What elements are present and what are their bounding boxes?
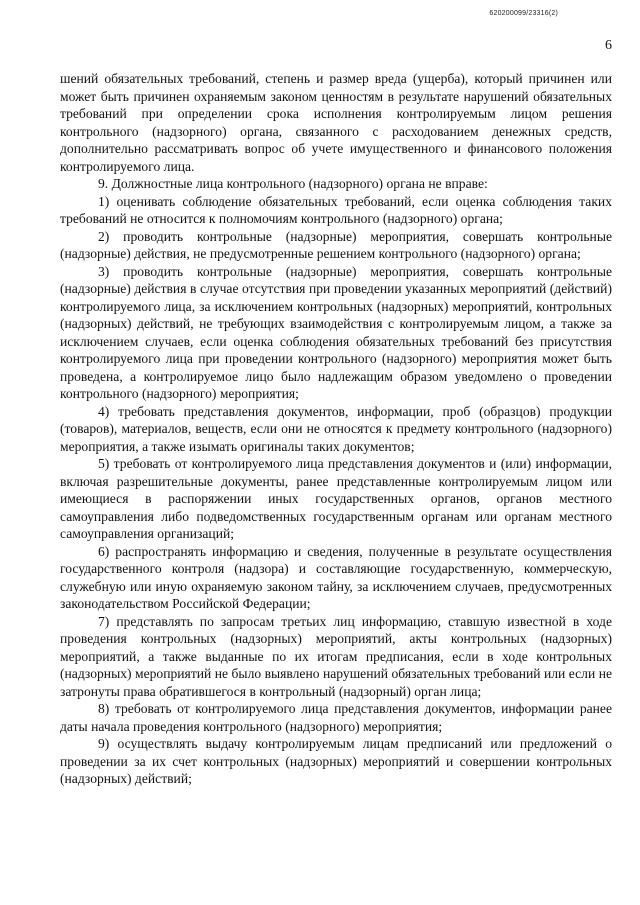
- list-item-3: 3) проводить контрольные (надзорные) мероприятия, совершать контрольные (надзорные) действия в случае отсутствия при проведении указанных мероприятий (действий) контролируемого лица, за исключением контрольных (надзорных) мероприятий, контрольных (надзорных) действий, не требующих взаимодействия с контролируемым лицом, а также за исключением случаев, если оценка соблюдения обязательных требований без присутствия контролируемого лица при проведении контрольного (надзорного) мероприятия может быть проведена, а контролируемое лицо было надлежащим образом уведомлено о проведении контрольного (надзорного) мероприятия;: [60, 263, 612, 401]
- list-item-7: 7) представлять по запросам третьих лиц информацию, ставшую известной в ходе проведения контрольных (надзорных) мероприятий, акты контрольных (надзорных) мероприятий, а также выданные по их итогам предписания, если в ходе контрольных (надзорных) мероприятий не было выявлено нарушений обязательных требований или если не затронуты права обратившегося в контрольный (надзорный) орган лица;: [60, 613, 612, 699]
- page-number: 6: [605, 38, 612, 53]
- paragraph-continuation: шений обязательных требований, степень и размер вреда (ущерба), который причинен или может быть причинен охраняемым законом ценностям в результате нарушений обязательных требований при определении срока исполнения контролируемым лицом решения контрольного (надзорного) органа, связанного с расходованием денежных средств, дополнительно рассматривать вопрос об учете имущественного и финансового положения контролируемого лица.: [60, 71, 612, 174]
- list-item-1: 1) оценивать соблюдение обязательных требований, если оценка соблюдения таких требований не относится к полномочиям контрольного (надзорного) органа;: [60, 193, 612, 226]
- list-item-2: 2) проводить контрольные (надзорные) мероприятия, совершать контрольные (надзорные) действия, не предусмотренные решением контрольного (надзорного) органа;: [60, 228, 612, 261]
- list-item-6: 6) распространять информацию и сведения, полученные в результате осуществления государственного контроля (надзора) и составляющие государственную, коммерческую, служебную или иную охраняемую законом тайну, за исключением случаев, предусмотренных законодательством Российской Федерации;: [60, 543, 612, 611]
- list-item-4: 4) требовать представления документов, информации, проб (образцов) продукции (товаров), материалов, веществ, если они не относятся к предмету контрольного (надзорного) мероприятия, а также изымать оригиналы таких документов;: [60, 403, 612, 454]
- list-item-9: 9) осуществлять выдачу контролируемым лицам предписаний или предложений о проведении за их счет контрольных (надзорных) мероприятий и совершении контрольных (надзорных) действий;: [60, 736, 612, 786]
- list-item-5: 5) требовать от контролируемого лица представления документов и (или) информации, включая разрешительные документы, ранее представленные контролируемым лицом или имеющиеся в распоряжении иных государственных органов, органов местного самоуправления либо подведомственных государственным органам или органам местного самоуправления организаций;: [60, 456, 612, 541]
- paragraph-section-9: 9. Должностные лица контрольного (надзорного) органа не вправе:: [98, 176, 488, 191]
- document-number: 620200099/23316(2): [489, 10, 558, 17]
- document-body: [60, 70, 612, 788]
- list-item-8: 8) требовать от контролируемого лица представления документов, информации ранее даты начала проведения контрольного (надзорного) мероприятия;: [60, 701, 612, 734]
